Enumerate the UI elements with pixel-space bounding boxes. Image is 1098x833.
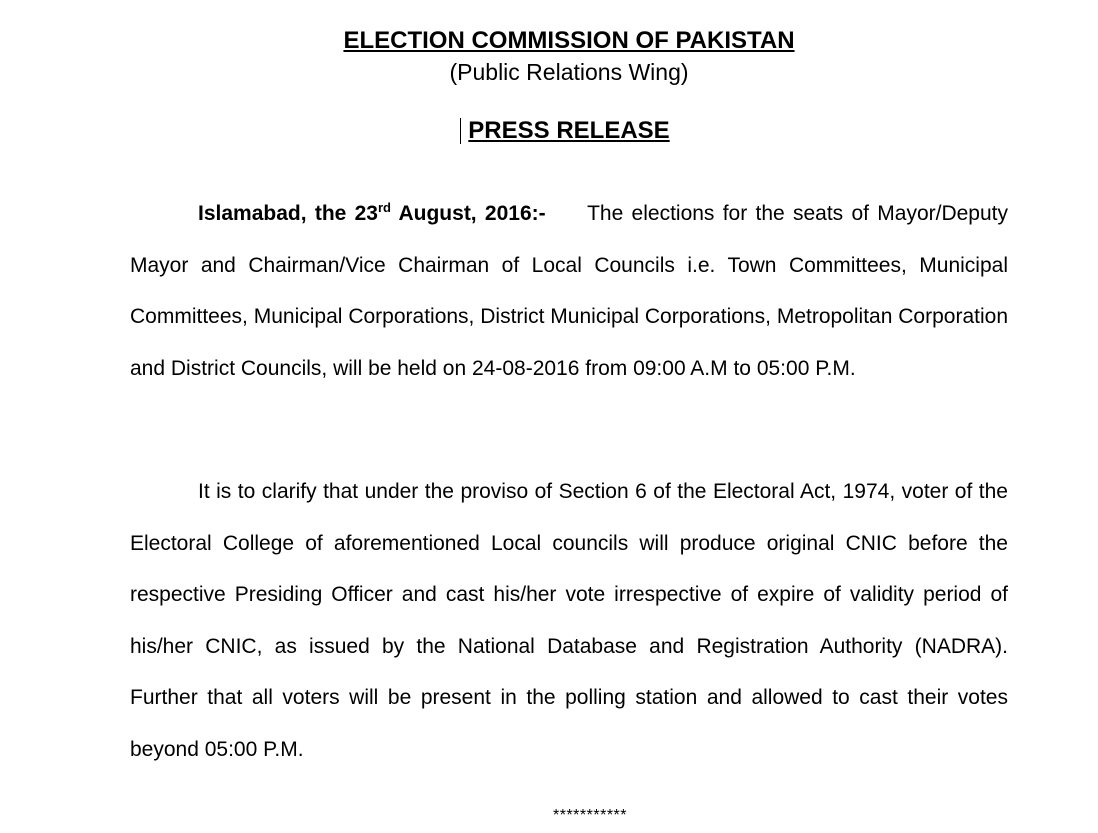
press-release-heading: PRESS RELEASE	[468, 117, 670, 144]
dateline	[198, 202, 546, 225]
date-ordinal-suffix: rd	[377, 200, 391, 215]
paragraph-1	[130, 188, 1008, 394]
organization-subtitle: (Public Relations Wing)	[449, 59, 689, 85]
paragraph-2-text: It is to clarify that under the proviso of Section 6 of the Electoral Act, 1974, voter of the Electoral College of aforementioned Local councils will produce original CNIC before the respective Presiding Officer and cast his/her vote irrespective of expire of validity period of his/her CNIC, as issued by the National Database and Registration Authority (NADRA). Further that all voters will be present in the polling station and allowed to cast their votes beyond 05:00 P.M.	[130, 480, 1008, 761]
organization-title: ELECTION COMMISSION OF PAKISTAN	[343, 27, 795, 54]
paragraph-1-text: The elections for the seats of Mayor/Deputy Mayor and Chairman/Vice Chairman of Local Councils i.e. Town Committees, Municipal Committees, Municipal Corporations, District Municipal Corporations, Metropolitan Corporation and District Councils, will be held on 24-08-2016 from 09:00 A.M to 05:00 P.M.	[130, 202, 1008, 380]
dateline-prefix: Islamabad, the 23	[198, 202, 378, 225]
paragraph-2	[130, 466, 1008, 776]
dateline-rest: August, 2016:-	[390, 202, 546, 225]
end-marker: ***********	[553, 807, 627, 824]
